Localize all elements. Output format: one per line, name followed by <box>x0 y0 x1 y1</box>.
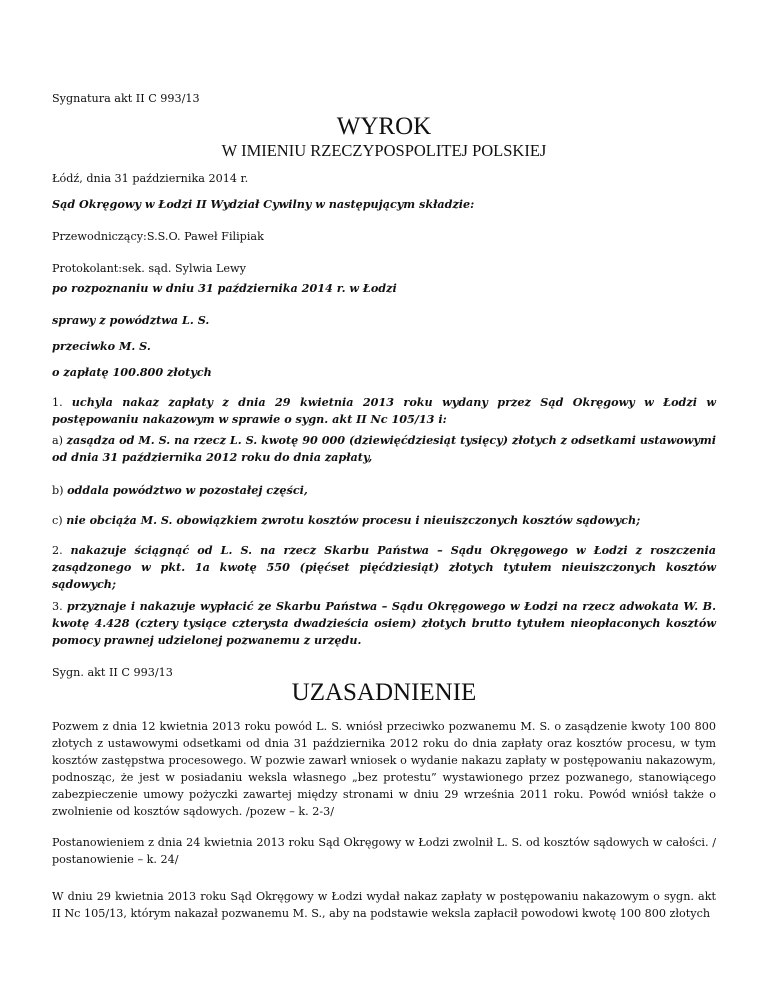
date-place: Łódź, dnia 31 października 2014 r. <box>52 172 249 185</box>
item-number: 2. <box>52 544 63 557</box>
item-number: 1. <box>52 396 63 409</box>
verdict-item-b <box>52 482 716 499</box>
justification-paragraph: Pozwem z dnia 12 kwietnia 2013 roku powód L. S. wniósł przeciwko pozwanemu M. S. o zasądzenie kwoty 100 800 złotych z ustawowymi odsetkami od dnia 31 października 2012 roku do dnia zapłaty oraz kosztów procesu, w tym kosztów zastępstwa procesowego. W pozwie zawarł wniosek o wydanie nakazu zapłaty w postępowaniu nakazowym, podnosząc, że jest w posiadaniu weksla własnego „bez protestu” wystawionego przez pozwanego, stanowiącego zabezpieczenie umowy pożyczki zawartej między stronami w dniu 29 września 2011 roku. Powód wniósł także o zwolnienie od kosztów sądowych. /pozew – k. 2-3/ <box>52 720 716 818</box>
item-number: a) <box>52 434 64 447</box>
court-clerk: Protokolant:sek. sąd. Sylwia Lewy <box>52 262 246 275</box>
chairperson: Przewodniczący:S.S.O. Paweł Filipiak <box>52 230 264 243</box>
item-text: nie obciąża M. S. obowiązkiem zwrotu kosztów procesu i nieuiszczonych kosztów sądowych; <box>66 513 641 527</box>
case-of: sprawy z powództwa L. S. <box>52 313 210 327</box>
verdict-item-1 <box>52 394 716 428</box>
item-number: b) <box>52 484 64 497</box>
item-text: uchyla nakaz zapłaty z dnia 29 kwietnia 2013 roku wydany przez Sąd Okręgowy w Łodzi w postępowaniu nakazowym w sprawie o sygn. akt II Nc 105/13 i: <box>52 395 716 426</box>
against-party: przeciwko M. S. <box>52 339 151 353</box>
item-number: c) <box>52 514 63 527</box>
verdict-subtitle: W IMIENIU RZECZYPOSPOLITEJ POLSKIEJ <box>221 141 547 160</box>
claim-subject: o zapłatę 100.800 złotych <box>52 365 212 379</box>
item-text: przyznaje i nakazuje wypłacić ze Skarbu Państwa – Sądu Okręgowego w Łodzi na rzecz adwokata W. B. kwotę 4.428 (cztery tysiące czterysta dwadzieścia osiem) złotych brutto tytułem nieopłaconych kosztów pomocy prawnej udzielonej pozwanemu z urzędu. <box>52 599 716 647</box>
verdict-title: WYROK <box>336 113 432 140</box>
court-composition: Sąd Okręgowy w Łodzi II Wydział Cywilny w następującym składzie: <box>52 197 475 211</box>
item-number: 3. <box>52 600 63 613</box>
item-text: nakazuje ściągnąć od L. S. na rzecz Skarbu Państwa – Sądu Okręgowego w Łodzi z roszczenia zasądzonego w pkt. 1a kwotę 550 (pięćset pięćdziesiąt) złotych tytułem nieuiszczonych kosztów sądowych; <box>52 543 716 591</box>
item-text: oddala powództwo w pozostałej części, <box>67 483 308 497</box>
item-text: zasądza od M. S. na rzecz L. S. kwotę 90 000 (dziewięćdziesiąt tysięcy) złotych z odsetkami ustawowymi od dnia 31 października 2012 roku do dnia zapłaty, <box>52 433 716 464</box>
verdict-item-3 <box>52 598 716 649</box>
justification-paragraph: Postanowieniem z dnia 24 kwietnia 2013 roku Sąd Okręgowy w Łodzi zwolnił L. S. od kosztów sądowych w całości. / postanowienie – k. 24/ <box>52 836 716 866</box>
hearing-date: po rozpoznaniu w dniu 31 października 2014 r. w Łodzi <box>52 281 397 295</box>
verdict-item-2 <box>52 542 716 593</box>
justification-title: UZASADNIENIE <box>291 679 477 706</box>
verdict-item-c <box>52 512 716 529</box>
verdict-item-a <box>52 432 716 466</box>
justification-paragraph: W dniu 29 kwietnia 2013 roku Sąd Okręgowy w Łodzi wydał nakaz zapłaty w postępowaniu nakazowym o sygn. akt II Nc 105/13, którym nakazał pozwanemu M. S., aby na podstawie weksla zapłacił powodowi kwotę 100 800 złotych <box>52 890 716 920</box>
justification-signature: Sygn. akt II C 993/13 <box>52 666 173 679</box>
case-signature: Sygnatura akt II C 993/13 <box>52 92 200 105</box>
